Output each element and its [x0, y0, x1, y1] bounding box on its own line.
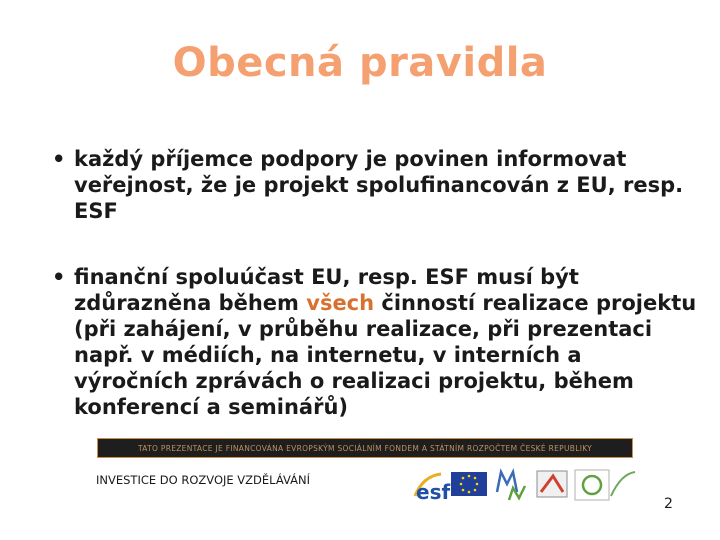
- invest-caption: INVESTICE DO ROZVOJE VZDĚLÁVÁNÍ: [96, 473, 310, 487]
- op-vk-logo-icon: [537, 471, 567, 497]
- project-logo-icon: [575, 470, 635, 500]
- svg-text:esf: esf: [416, 480, 451, 504]
- funding-banner: TATO PREZENTACE JE FINANCOVÁNA EVROPSKÝM SOCIÁLNÍM FONDEM A STÁTNÍM ROZPOČTEM ČESKÉ REPUBLIKY: [97, 438, 633, 458]
- bullet-highlight: všech: [306, 291, 375, 315]
- bullet-text-end: činností realizace projektu (při zahájení, v průběhu realizace, při prezentaci např. v médiích, na internetu, v interních a výročních zprávách o realizaci projektu, během konferencí a seminářů): [74, 291, 697, 419]
- bullet-dot-icon: •: [52, 147, 66, 171]
- eu-flag-logo-icon: [451, 472, 487, 496]
- bullet-dot-icon: •: [52, 265, 66, 289]
- bullet-text-start: finanční spoluúčast EU, resp. ESF musí být zdůrazněna během: [74, 265, 579, 315]
- msmt-logo-icon: [497, 472, 525, 500]
- bullet-text: každý příjemce podpory je povinen informovat veřejnost, že je projekt spolufinancován z EU, resp. ESF: [74, 147, 684, 223]
- page-number: 2: [664, 496, 673, 512]
- slide-title: Obecná pravidla: [172, 40, 548, 86]
- bullet-item: [52, 146, 702, 224]
- bullet-list: [52, 146, 702, 420]
- bullet-item: [52, 264, 702, 420]
- partner-logos: [413, 466, 643, 504]
- esf-logo-icon: [415, 474, 450, 504]
